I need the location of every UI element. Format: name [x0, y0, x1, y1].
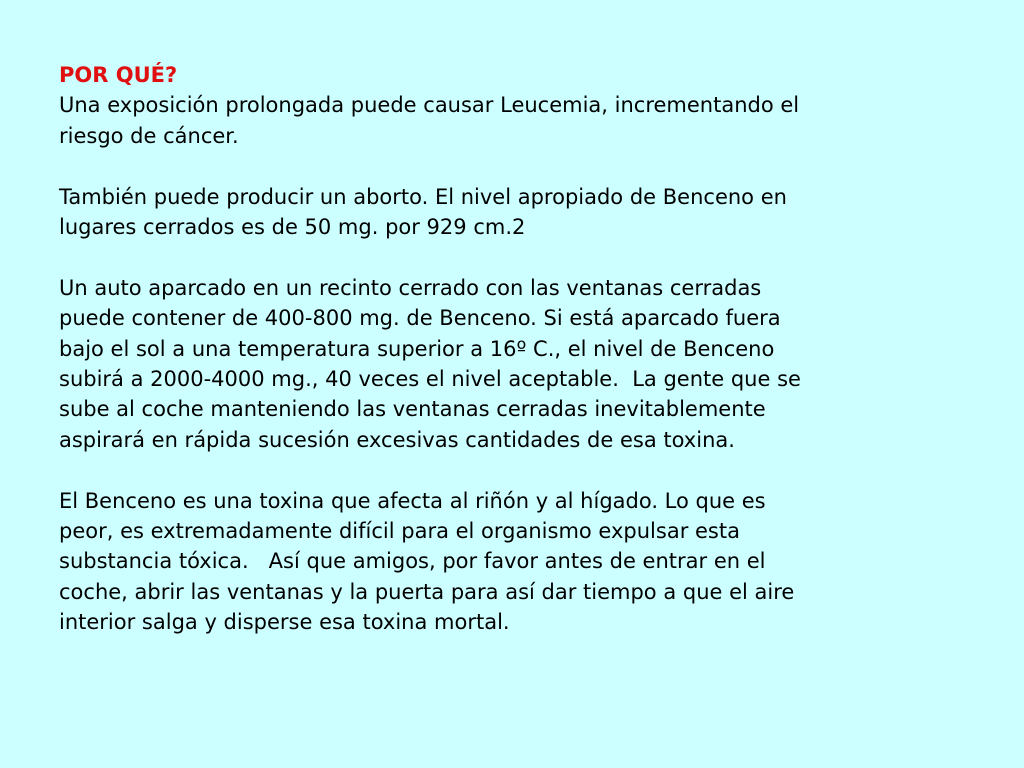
paragraph-leucemia	[59, 90, 989, 151]
paragraph-line: El Benceno es una toxina que afecta al riñón y al hígado. Lo que es	[59, 488, 766, 513]
paragraph-line: subirá a 2000-4000 mg., 40 veces el nivel aceptable. La gente que se	[59, 367, 801, 392]
paragraph-line: puede contener de 400-800 mg. de Benceno. Si está aparcado fuera	[59, 306, 781, 331]
paragraph-line: coche, abrir las ventanas y la puerta para así dar tiempo a que el aire	[59, 579, 795, 604]
paragraph-line: interior salga y disperse esa toxina mortal.	[59, 610, 510, 635]
slide-heading: POR QUÉ?	[59, 63, 178, 87]
paragraph-line: Una exposición prolongada puede causar Leucemia, incrementando el	[59, 93, 800, 118]
paragraph-line: riesgo de cáncer.	[59, 123, 239, 148]
paragraph-line: También puede producir un aborto. El nivel apropiado de Benceno en	[59, 184, 787, 209]
paragraph-auto-aparcado	[59, 273, 989, 455]
paragraph-line: Un auto aparcado en un recinto cerrado con las ventanas cerradas	[59, 275, 762, 300]
paragraph-line: bajo el sol a una temperatura superior a 16º C., el nivel de Benceno	[59, 336, 775, 361]
paragraph-line: lugares cerrados es de 50 mg. por 929 cm.2	[59, 215, 526, 240]
paragraph-line: substancia tóxica. Así que amigos, por favor antes de entrar en el	[59, 549, 766, 574]
paragraph-aborto	[59, 182, 989, 243]
paragraph-line: peor, es extremadamente difícil para el organismo expulsar esta	[59, 519, 740, 544]
paragraph-line: aspirará en rápida sucesión excesivas cantidades de esa toxina.	[59, 427, 735, 452]
slide-text-block	[59, 60, 989, 668]
paragraph-line: sube al coche manteniendo las ventanas cerradas inevitablemente	[59, 397, 766, 422]
paragraph-benceno-toxina	[59, 486, 989, 638]
